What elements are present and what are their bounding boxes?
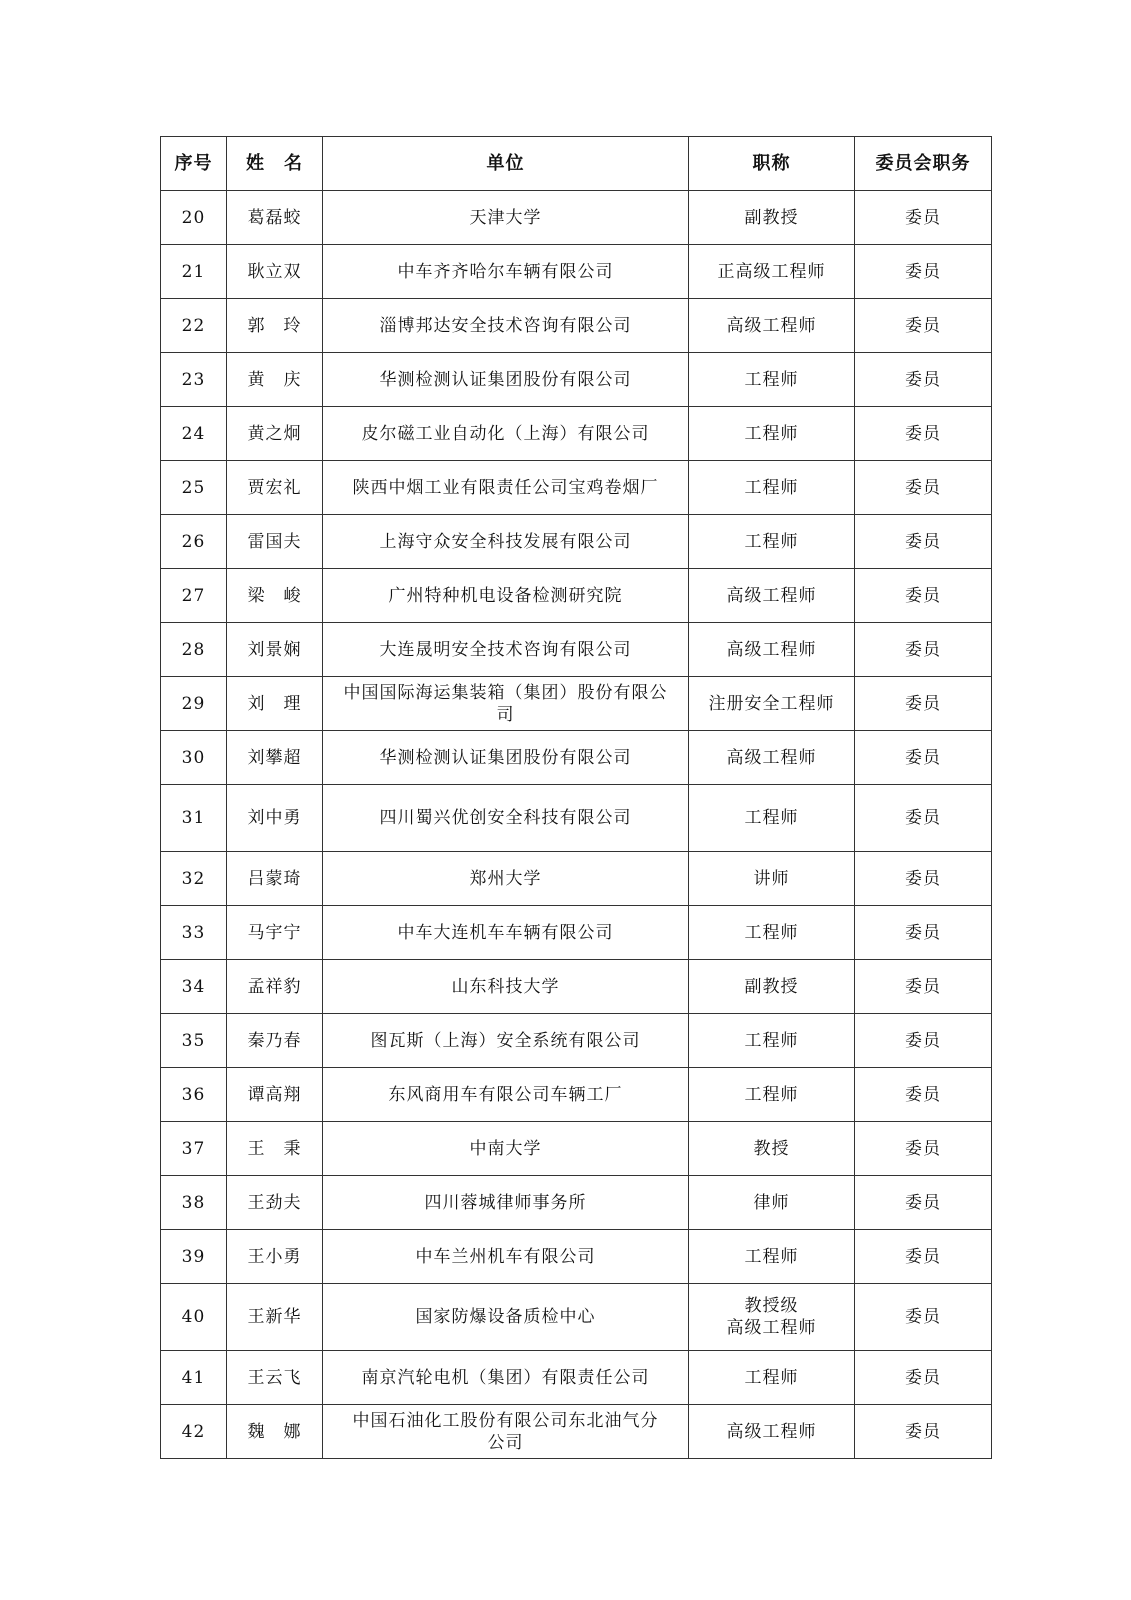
member-title: 工程师	[689, 353, 855, 407]
member-role: 委员	[855, 407, 992, 461]
row-number: 29	[161, 677, 227, 731]
member-role: 委员	[855, 785, 992, 852]
member-unit: 华测检测认证集团股份有限公司	[323, 353, 689, 407]
member-name: 黄之炯	[227, 407, 323, 461]
member-name: 王云飞	[227, 1351, 323, 1405]
table-row	[161, 245, 992, 299]
table-row	[161, 461, 992, 515]
table-row	[161, 353, 992, 407]
table-row	[161, 1176, 992, 1230]
member-role: 委员	[855, 191, 992, 245]
row-number: 27	[161, 569, 227, 623]
member-role: 委员	[855, 569, 992, 623]
table-row	[161, 569, 992, 623]
member-unit: 大连晟明安全技术咨询有限公司	[323, 623, 689, 677]
member-title: 正高级工程师	[689, 245, 855, 299]
member-unit: 皮尔磁工业自动化（上海）有限公司	[323, 407, 689, 461]
table-row	[161, 407, 992, 461]
member-role: 委员	[855, 1176, 992, 1230]
row-number: 32	[161, 852, 227, 906]
member-title: 讲师	[689, 852, 855, 906]
member-unit: 广州特种机电设备检测研究院	[323, 569, 689, 623]
row-number: 28	[161, 623, 227, 677]
member-role: 委员	[855, 1230, 992, 1284]
member-unit: 中国国际海运集装箱（集团）股份有限公 司	[323, 677, 689, 731]
members-table	[160, 136, 992, 1459]
row-number: 26	[161, 515, 227, 569]
member-title: 教授	[689, 1122, 855, 1176]
table-row	[161, 1230, 992, 1284]
member-title: 高级工程师	[689, 569, 855, 623]
row-number: 31	[161, 785, 227, 852]
row-number: 35	[161, 1014, 227, 1068]
member-unit: 华测检测认证集团股份有限公司	[323, 731, 689, 785]
table-row	[161, 1405, 992, 1459]
member-name: 刘 理	[227, 677, 323, 731]
member-role: 委员	[855, 623, 992, 677]
row-number: 24	[161, 407, 227, 461]
member-name: 王 秉	[227, 1122, 323, 1176]
row-number: 20	[161, 191, 227, 245]
table-row	[161, 191, 992, 245]
member-unit: 图瓦斯（上海）安全系统有限公司	[323, 1014, 689, 1068]
member-role: 委员	[855, 461, 992, 515]
member-role: 委员	[855, 960, 992, 1014]
member-title: 工程师	[689, 1068, 855, 1122]
member-name: 谭高翔	[227, 1068, 323, 1122]
table-row	[161, 960, 992, 1014]
member-role: 委员	[855, 299, 992, 353]
row-number: 36	[161, 1068, 227, 1122]
member-role: 委员	[855, 1284, 992, 1351]
member-unit: 天津大学	[323, 191, 689, 245]
member-title: 律师	[689, 1176, 855, 1230]
member-title: 工程师	[689, 515, 855, 569]
member-unit: 陕西中烟工业有限责任公司宝鸡卷烟厂	[323, 461, 689, 515]
row-number: 40	[161, 1284, 227, 1351]
member-title: 工程师	[689, 906, 855, 960]
member-name: 刘攀超	[227, 731, 323, 785]
table-row	[161, 731, 992, 785]
member-title: 工程师	[689, 1230, 855, 1284]
member-name: 黄 庆	[227, 353, 323, 407]
member-unit: 四川蓉城律师事务所	[323, 1176, 689, 1230]
member-name: 葛磊蛟	[227, 191, 323, 245]
member-unit: 淄博邦达安全技术咨询有限公司	[323, 299, 689, 353]
member-role: 委员	[855, 1122, 992, 1176]
table-row	[161, 852, 992, 906]
table-row	[161, 677, 992, 731]
table-row	[161, 906, 992, 960]
member-unit: 山东科技大学	[323, 960, 689, 1014]
member-unit: 中车齐齐哈尔车辆有限公司	[323, 245, 689, 299]
row-number: 42	[161, 1405, 227, 1459]
member-role: 委员	[855, 1405, 992, 1459]
table-row	[161, 1014, 992, 1068]
header-name: 姓 名	[227, 137, 323, 191]
member-unit: 中南大学	[323, 1122, 689, 1176]
member-name: 吕蒙琦	[227, 852, 323, 906]
member-name: 贾宏礼	[227, 461, 323, 515]
member-title: 高级工程师	[689, 299, 855, 353]
member-title: 工程师	[689, 785, 855, 852]
member-name: 魏 娜	[227, 1405, 323, 1459]
member-title: 高级工程师	[689, 731, 855, 785]
table-row	[161, 1122, 992, 1176]
member-title: 工程师	[689, 1014, 855, 1068]
member-role: 委员	[855, 677, 992, 731]
member-unit: 上海守众安全科技发展有限公司	[323, 515, 689, 569]
member-name: 刘中勇	[227, 785, 323, 852]
member-name: 刘景娴	[227, 623, 323, 677]
member-name: 郭 玲	[227, 299, 323, 353]
row-number: 30	[161, 731, 227, 785]
row-number: 25	[161, 461, 227, 515]
member-name: 王新华	[227, 1284, 323, 1351]
member-role: 委员	[855, 1014, 992, 1068]
row-number: 22	[161, 299, 227, 353]
table-body	[161, 191, 992, 1459]
table-row	[161, 623, 992, 677]
member-name: 耿立双	[227, 245, 323, 299]
member-title: 副教授	[689, 191, 855, 245]
table-row	[161, 1068, 992, 1122]
header-title: 职称	[689, 137, 855, 191]
header-role: 委员会职务	[855, 137, 992, 191]
member-unit: 中车兰州机车有限公司	[323, 1230, 689, 1284]
table-row	[161, 785, 992, 852]
member-unit: 国家防爆设备质检中心	[323, 1284, 689, 1351]
member-name: 雷国夫	[227, 515, 323, 569]
row-number: 21	[161, 245, 227, 299]
row-number: 39	[161, 1230, 227, 1284]
member-name: 马宇宁	[227, 906, 323, 960]
member-name: 孟祥豹	[227, 960, 323, 1014]
row-number: 38	[161, 1176, 227, 1230]
member-role: 委员	[855, 906, 992, 960]
member-title: 副教授	[689, 960, 855, 1014]
member-role: 委员	[855, 353, 992, 407]
row-number: 37	[161, 1122, 227, 1176]
member-role: 委员	[855, 515, 992, 569]
table-row	[161, 515, 992, 569]
member-name: 梁 峻	[227, 569, 323, 623]
table-header-row	[161, 137, 992, 191]
row-number: 33	[161, 906, 227, 960]
member-role: 委员	[855, 1068, 992, 1122]
header-unit: 单位	[323, 137, 689, 191]
member-name: 秦乃春	[227, 1014, 323, 1068]
member-role: 委员	[855, 731, 992, 785]
member-title: 高级工程师	[689, 1405, 855, 1459]
member-title: 工程师	[689, 461, 855, 515]
row-number: 23	[161, 353, 227, 407]
member-title: 高级工程师	[689, 623, 855, 677]
table-row	[161, 1351, 992, 1405]
table-row	[161, 299, 992, 353]
member-title: 工程师	[689, 407, 855, 461]
header-number: 序号	[161, 137, 227, 191]
member-unit: 中国石油化工股份有限公司东北油气分 公司	[323, 1405, 689, 1459]
table-row	[161, 1284, 992, 1351]
member-title: 工程师	[689, 1351, 855, 1405]
member-unit: 东风商用车有限公司车辆工厂	[323, 1068, 689, 1122]
member-unit: 郑州大学	[323, 852, 689, 906]
member-title: 注册安全工程师	[689, 677, 855, 731]
row-number: 41	[161, 1351, 227, 1405]
member-unit: 四川蜀兴优创安全科技有限公司	[323, 785, 689, 852]
member-role: 委员	[855, 245, 992, 299]
member-unit: 中车大连机车车辆有限公司	[323, 906, 689, 960]
member-name: 王小勇	[227, 1230, 323, 1284]
row-number: 34	[161, 960, 227, 1014]
member-title: 教授级 高级工程师	[689, 1284, 855, 1351]
member-unit: 南京汽轮电机（集团）有限责任公司	[323, 1351, 689, 1405]
member-role: 委员	[855, 852, 992, 906]
member-role: 委员	[855, 1351, 992, 1405]
member-name: 王劲夫	[227, 1176, 323, 1230]
